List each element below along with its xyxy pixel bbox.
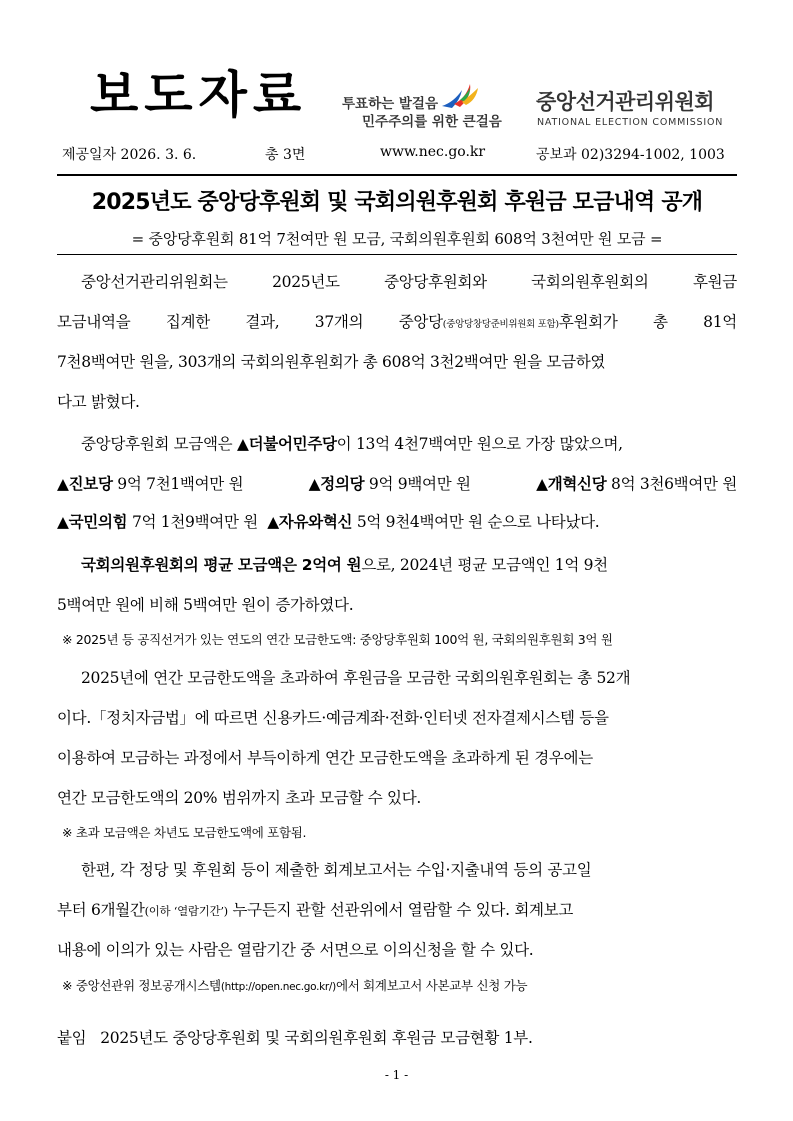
paragraph-4-line-1: 2025년에 연간 모금한도액을 초과하여 후원금을 모금한 국회의원후원회는 총 52개 bbox=[81, 669, 631, 687]
contact-info: 공보과 02)3294-1002, 1003 bbox=[536, 147, 725, 163]
note-3: ※ 중앙선관위 정보공개시스템(http://open.nec.go.kr/)에서 회계보고서 사본교부 신청 가능 bbox=[62, 978, 528, 993]
paragraph-5-line-2: 부터 6개월간(이하 ‘열람기간’) 누구든지 관할 선관위에서 열람할 수 있다. 회계보고 bbox=[57, 901, 574, 919]
paragraph-1-line-2: 모금내역을 집계한 결과, 37개의 중앙당(중앙당창당준비위원회 포함)후원회가 총 81억 bbox=[57, 313, 737, 331]
paragraph-1-line-3: 7천8백여만 원을, 303개의 국회의원후원회가 총 608억 3천2백여만 원을 모금하였 bbox=[57, 353, 606, 371]
paragraph-3-line-1: 국회의원후원회의 평균 모금액은 2억여 원으로, 2024년 평균 모금액인 1억 9천 bbox=[81, 556, 608, 574]
party-name: ▲개혁신당 bbox=[536, 475, 607, 493]
slogan-line-1: 투표하는 발걸음 bbox=[342, 96, 438, 112]
paragraph-5-line-1: 한편, 각 정당 및 후원회 등이 제출한 회계보고서는 수입·지출내역 등의 공고일 bbox=[81, 861, 592, 879]
page-count: 총 3면 bbox=[265, 147, 306, 163]
party-name: ▲더불어민주당 bbox=[237, 435, 337, 453]
note-1: ※ 2025년 등 공직선거가 있는 연도의 연간 모금한도액: 중앙당후원회 100억 원, 국회의원후원회 3억 원 bbox=[62, 632, 613, 647]
party-name: ▲국민의힘 bbox=[57, 513, 128, 531]
paragraph-1-line-4: 다고 밝혔다. bbox=[57, 393, 140, 411]
subheadline: = 중앙당후원회 81억 7천여만 원 모금, 국회의원후원회 608억 3천여만 원 모금 = bbox=[131, 230, 663, 248]
paragraph-4-line-4: 연간 모금한도액의 20% 범위까지 초과 모금할 수 있다. bbox=[57, 789, 422, 807]
page-number: - 1 - bbox=[384, 1068, 409, 1082]
nec-logo-icon bbox=[440, 80, 480, 112]
emphasis-text: 국회의원후원회의 평균 모금액은 2억여 원 bbox=[81, 556, 362, 574]
attachment-line: 붙임 2025년도 중앙당후원회 및 국회의원후원회 후원금 모금현황 1부. bbox=[57, 1029, 533, 1047]
release-date: 제공일자 2026. 3. 6. bbox=[62, 147, 197, 163]
paragraph-2-line-3: ▲국민의힘 7억 1천9백여만 원 ▲자유와혁신 5억 9천4백여만 원 순으로 나타났다. bbox=[57, 513, 600, 531]
party-name: ▲자유와혁신 bbox=[267, 513, 353, 531]
organization-name-english: NATIONAL ELECTION COMMISSION bbox=[537, 117, 724, 128]
paragraph-2-line-1: 중앙당후원회 모금액은 ▲더불어민주당이 13억 4천7백여만 원으로 가장 많았으며, bbox=[81, 435, 623, 453]
slogan-line-2: 민주주의를 위한 큰걸음 bbox=[362, 114, 502, 130]
paragraph-2-line-2: ▲진보당 9억 7천1백여만 원 ▲정의당 9억 9백여만 원 ▲개혁신당 8억 3천6백여만 원 bbox=[57, 475, 737, 493]
paragraph-3-line-2: 5백여만 원에 비해 5백여만 원이 증가하였다. bbox=[57, 596, 354, 614]
paragraph-5-line-3: 내용에 이의가 있는 사람은 열람기간 중 서면으로 이의신청을 할 수 있다. bbox=[57, 941, 534, 959]
headline: 2025년도 중앙당후원회 및 국회의원후원회 후원금 모금내역 공개 bbox=[91, 190, 703, 215]
website-link[interactable]: www.nec.go.kr bbox=[380, 144, 486, 160]
info-system-url[interactable]: (http://open.nec.go.kr/) bbox=[220, 981, 336, 993]
paragraph-1-line-1: 중앙선거관리위원회는 2025년도 중앙당후원회와 국회의원후원회의 후원금 bbox=[81, 273, 737, 291]
note-2: ※ 초과 모금액은 차년도 모금한도액에 포함됨. bbox=[62, 825, 307, 840]
paragraph-4-line-2: 이다.「정치자금법」에 따르면 신용카드·예금계좌·전화·인터넷 전자결제시스템 등을 bbox=[57, 709, 609, 727]
paragraph-4-line-3: 이용하여 모금하는 과정에서 부득이하게 연간 모금한도액을 초과하게 된 경우에는 bbox=[57, 749, 593, 767]
party-name: ▲정의당 bbox=[308, 475, 365, 493]
organization-name-korean: 중앙선거관리위원회 bbox=[536, 90, 715, 114]
party-name: ▲진보당 bbox=[57, 475, 113, 493]
header-divider bbox=[57, 174, 737, 176]
subheadline-divider bbox=[57, 254, 737, 255]
press-release-title: 보도자료 bbox=[90, 66, 308, 124]
